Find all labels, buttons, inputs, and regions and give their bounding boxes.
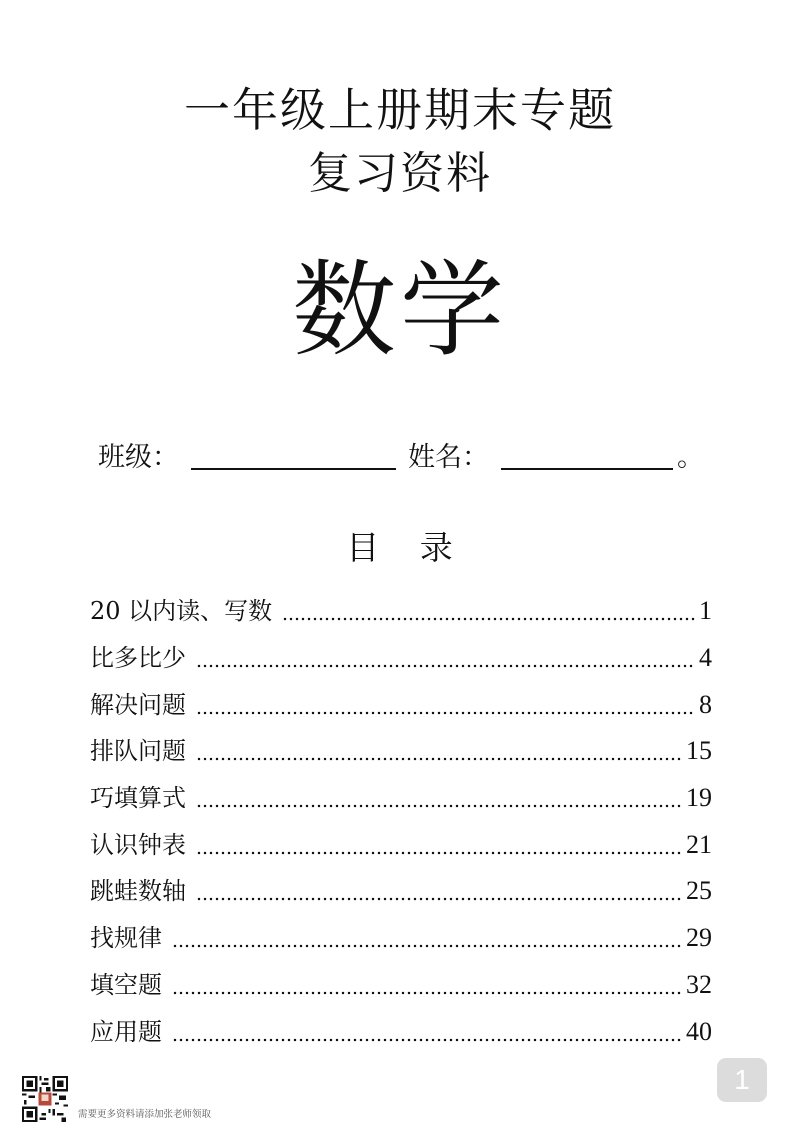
toc-item-label: 跳蛙数轴: [90, 877, 186, 906]
toc-item-label: 解决问题: [90, 690, 186, 719]
toc-item[interactable]: [90, 775, 712, 822]
toc-item[interactable]: [90, 962, 712, 1009]
footer-note: 需要更多资料请添加张老师领取: [78, 1109, 212, 1120]
class-blank-line: [191, 438, 396, 470]
toc-leader-dots: [196, 896, 682, 902]
name-label: 姓名：: [408, 442, 489, 473]
toc-leader-dots: [172, 1037, 682, 1043]
toc-item[interactable]: [90, 635, 712, 682]
toc-item-page: 32: [686, 969, 712, 999]
toc-item-label: 排队问题: [90, 737, 186, 766]
toc-item[interactable]: [90, 588, 712, 635]
subject-title: 数学: [291, 249, 508, 371]
toc-item-label: 应用题: [90, 1017, 162, 1046]
toc-item[interactable]: [90, 868, 712, 915]
table-of-contents: [90, 588, 712, 1055]
class-label: 班级：: [98, 442, 179, 473]
toc-item-label: 比多比少: [90, 644, 186, 673]
toc-item[interactable]: [90, 681, 712, 728]
toc-item[interactable]: [90, 821, 712, 868]
toc-leader-dots: [196, 663, 695, 669]
toc-leader-dots: [196, 803, 682, 809]
toc-item-page: 4: [699, 643, 712, 673]
toc-leader-dots: [172, 943, 682, 949]
toc-item-page: 15: [686, 736, 712, 766]
page-number-badge: 1: [717, 1058, 767, 1102]
toc-item-label: 认识钟表: [90, 830, 186, 859]
toc-item-label: 找规律: [90, 924, 162, 953]
toc-leader-dots: [196, 850, 682, 856]
title-line-2: 复习资料: [308, 148, 492, 199]
toc-leader-dots: [196, 710, 695, 716]
toc-item-page: 29: [686, 923, 712, 953]
toc-leader-dots: [282, 616, 695, 622]
toc-item-page: 8: [699, 689, 712, 719]
end-mark: 。: [677, 442, 704, 473]
name-blank-line: [501, 438, 673, 470]
toc-item-page: 25: [686, 876, 712, 906]
qr-code-icon[interactable]: [22, 1076, 68, 1122]
toc-item-label: 巧填算式: [90, 784, 186, 813]
toc-item[interactable]: [90, 915, 712, 962]
toc-item-page: 19: [686, 783, 712, 813]
toc-item-label: 填空题: [90, 970, 162, 999]
toc-leader-dots: [172, 990, 682, 996]
toc-item[interactable]: [90, 728, 712, 775]
toc-item[interactable]: [90, 1008, 712, 1055]
toc-leader-dots: [196, 756, 682, 762]
student-info-row: [98, 432, 704, 476]
toc-item-label: 20 以内读、写数: [90, 597, 273, 626]
toc-heading: 目 录: [346, 528, 454, 567]
toc-item-page: 40: [686, 1016, 712, 1046]
toc-item-page: 1: [699, 596, 712, 626]
toc-item-page: 21: [686, 829, 712, 859]
title-line-1: 一年级上册期末专题: [184, 83, 616, 137]
